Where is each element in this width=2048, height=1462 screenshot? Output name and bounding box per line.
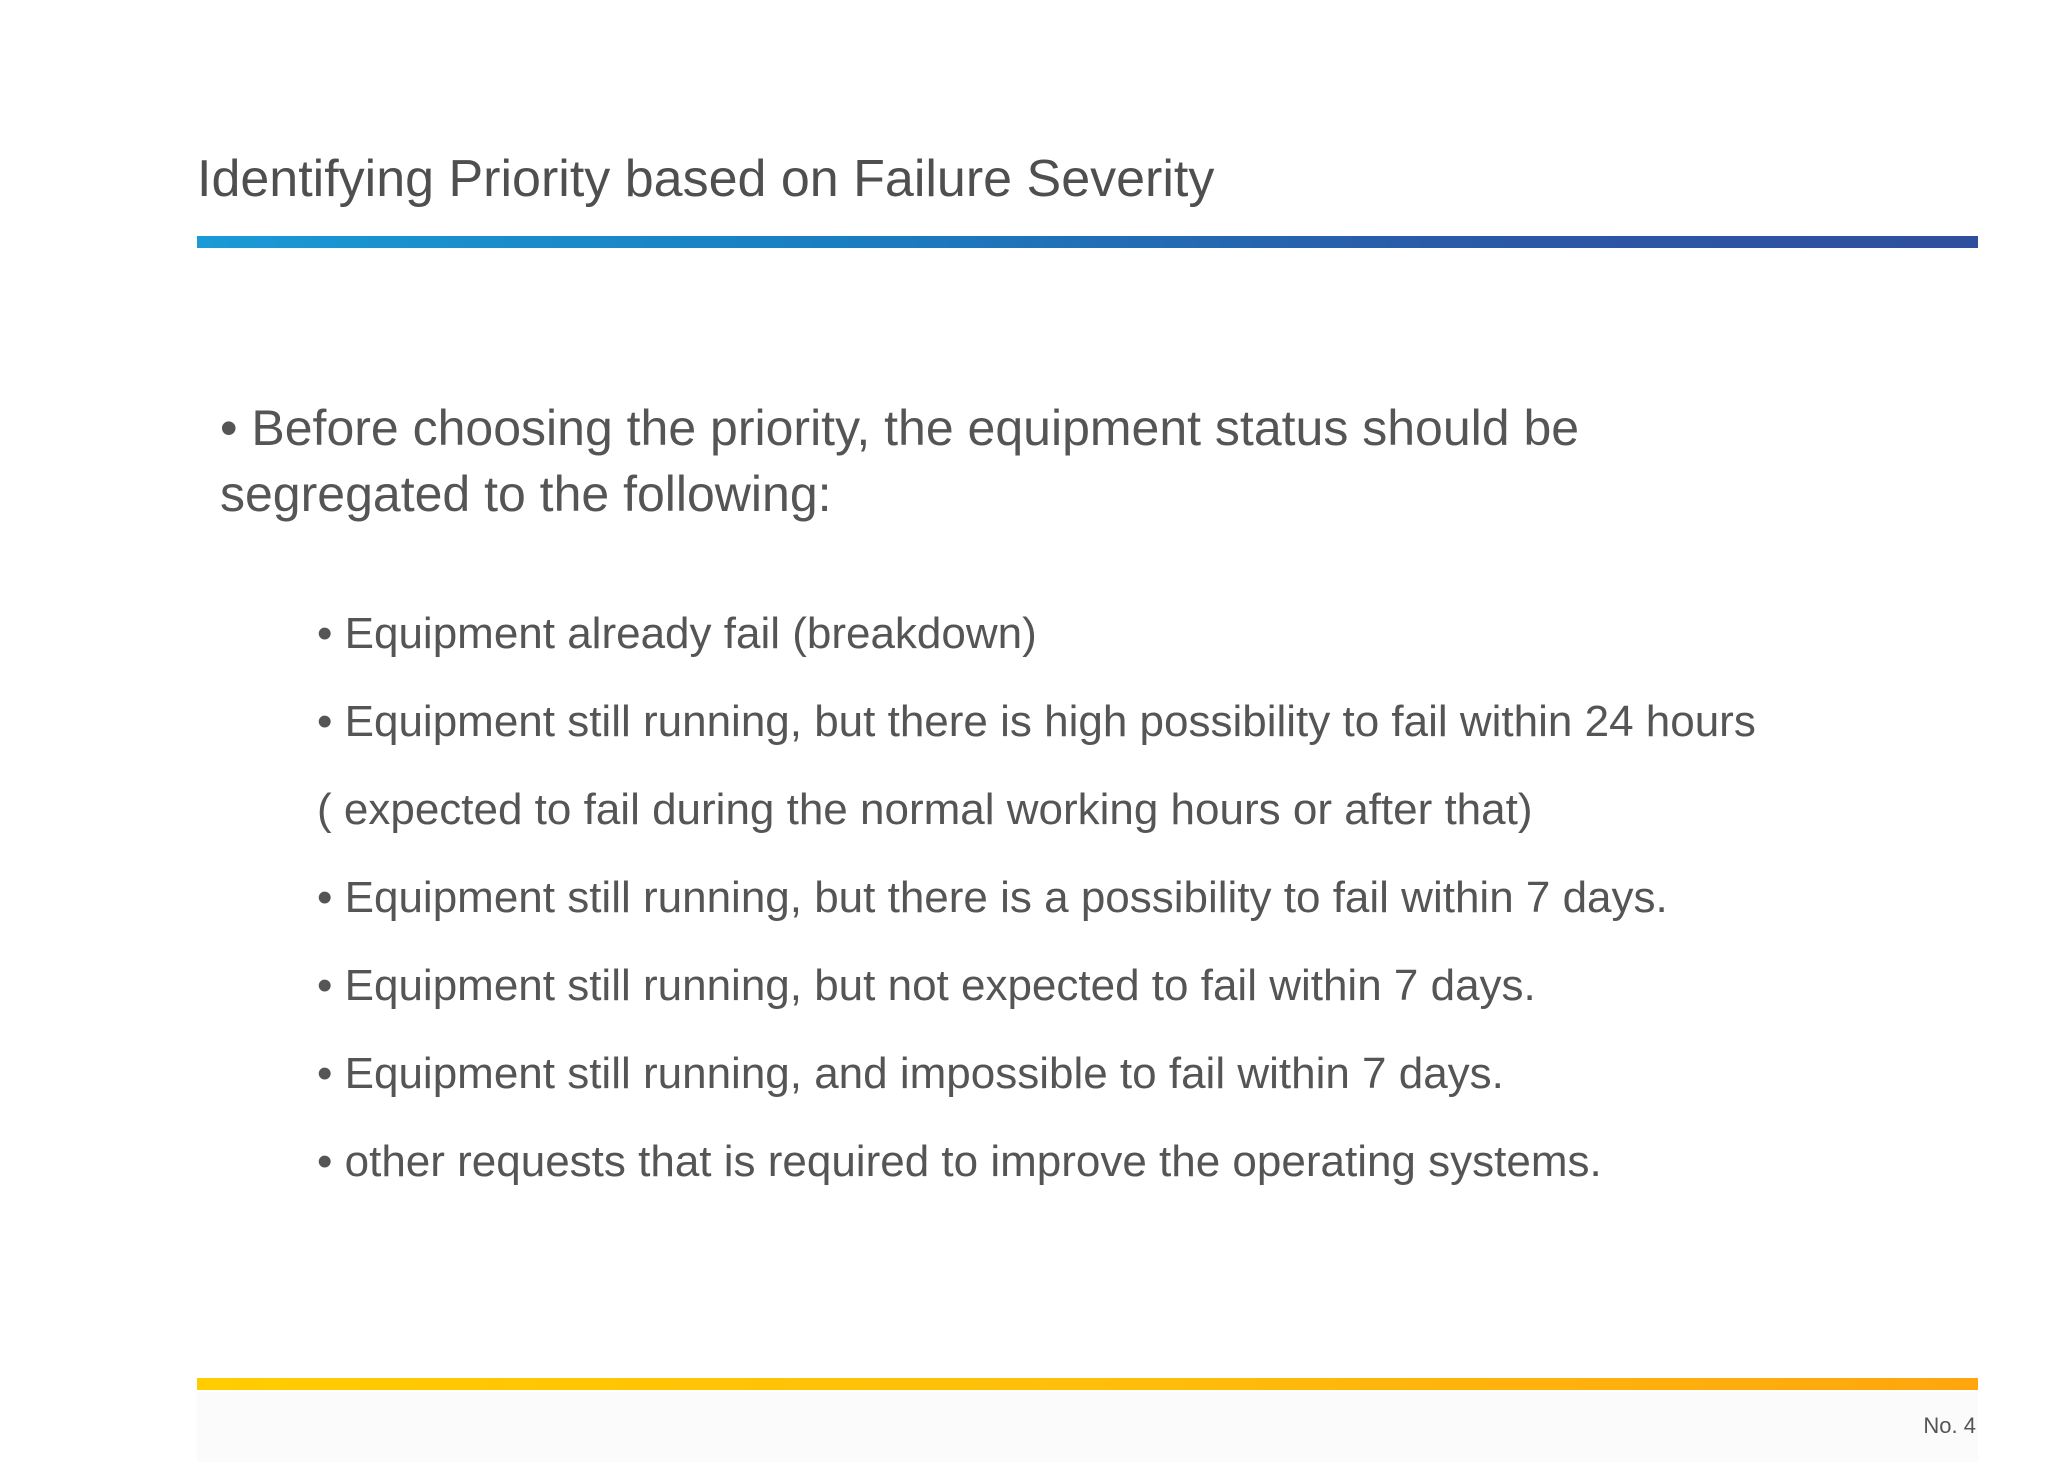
footer-divider [197, 1378, 1978, 1390]
sub-bullet-item: • Equipment still running, but there is high possibility to fail within 24 hours [317, 697, 1756, 746]
sub-bullet-item: • Equipment still running, and impossible to fail within 7 days. [317, 1049, 1504, 1098]
main-bullet: • Before choosing the priority, the equipment status should be segregated to the following: [220, 400, 1580, 522]
footer-band [197, 1392, 1978, 1462]
sub-bullet-list [317, 590, 1756, 1206]
sub-bullet-item: ( expected to fail during the normal working hours or after that) [317, 785, 1533, 834]
sub-bullet-item: • Equipment already fail (breakdown) [317, 609, 1037, 658]
slide-title: Identifying Priority based on Failure Severity [197, 150, 1215, 208]
sub-bullet-item: • Equipment still running, but there is a possibility to fail within 7 days. [317, 873, 1668, 922]
page-number: No. 4 [1923, 1413, 1976, 1438]
sub-bullet-item: • other requests that is required to improve the operating systems. [317, 1137, 1602, 1186]
sub-bullet-item: • Equipment still running, but not expected to fail within 7 days. [317, 961, 1536, 1010]
title-divider [197, 236, 1978, 248]
